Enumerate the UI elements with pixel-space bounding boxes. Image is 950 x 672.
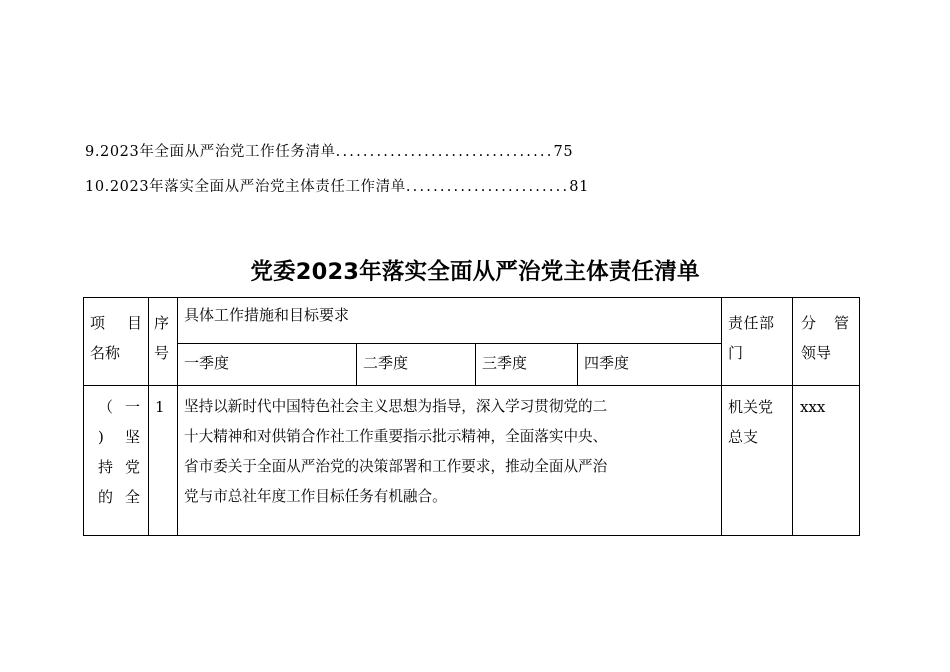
row-project-name: [84, 386, 149, 536]
header-q3: 三季度: [476, 344, 578, 386]
measure-line: 十大精神和对供销合作社工作重要指示批示精神，全面落实中央、: [184, 428, 608, 445]
responsibility-table: [83, 297, 860, 536]
document-title: 党委2023年落实全面从严治党主体责任清单: [250, 259, 700, 285]
header-q2: 二季度: [357, 344, 476, 386]
name-char: ): [98, 428, 104, 446]
toc-line-9[interactable]: [85, 140, 573, 161]
header-leader: [793, 298, 860, 386]
table-row: [84, 386, 860, 536]
header-text: 领导: [801, 344, 832, 362]
header-text: 管: [833, 314, 849, 332]
toc-page-number: 75: [553, 144, 574, 160]
toc-label: 9.2023年全面从严治党工作任务清单: [85, 144, 336, 160]
header-text: 责任部: [728, 314, 775, 332]
toc-leader-dots: ................................: [335, 144, 554, 160]
header-text: 分: [801, 314, 817, 332]
table-header-row-1: [84, 298, 860, 344]
header-text: 门: [728, 344, 744, 362]
name-char: 的: [98, 488, 114, 506]
toc-line-10[interactable]: [85, 175, 589, 196]
name-char: （: [98, 398, 114, 416]
header-text: 序: [154, 314, 170, 332]
toc-page-number: 81: [569, 179, 589, 195]
dept-line: 机关党: [728, 398, 774, 416]
header-text: 项: [90, 314, 106, 332]
row-department: [722, 386, 793, 536]
header-department: [722, 298, 793, 386]
dept-line: 总支: [728, 428, 759, 446]
header-measures: 具体工作措施和目标要求: [178, 298, 722, 344]
header-seq: [149, 298, 178, 386]
measure-line: 省市委关于全面从严治党的决策部署和工作要求，推动全面从严治: [184, 458, 608, 475]
header-text: 号: [154, 344, 170, 362]
name-char: 坚: [124, 428, 140, 446]
toc-label: 10.2023年落实全面从严治党主体责任工作清单: [85, 179, 406, 195]
row-leader: xxx: [793, 386, 860, 536]
name-char: 党: [124, 458, 140, 476]
measure-line: 党与市总社年度工作目标任务有机融合。: [184, 488, 447, 505]
header-text: 目: [126, 314, 142, 332]
row-measures: [178, 386, 722, 536]
name-char: 全: [124, 488, 140, 506]
row-seq: 1: [149, 386, 178, 536]
name-char: 持: [98, 458, 114, 476]
header-text: 名称: [90, 344, 121, 362]
header-q4: 四季度: [578, 344, 722, 386]
header-project-name: [84, 298, 149, 386]
header-q1: 一季度: [178, 344, 357, 386]
measure-line: 坚持以新时代中国特色社会主义思想为指导，深入学习贯彻党的二: [184, 398, 608, 415]
name-char: 一: [124, 398, 140, 416]
toc-leader-dots: ........................: [405, 179, 570, 195]
